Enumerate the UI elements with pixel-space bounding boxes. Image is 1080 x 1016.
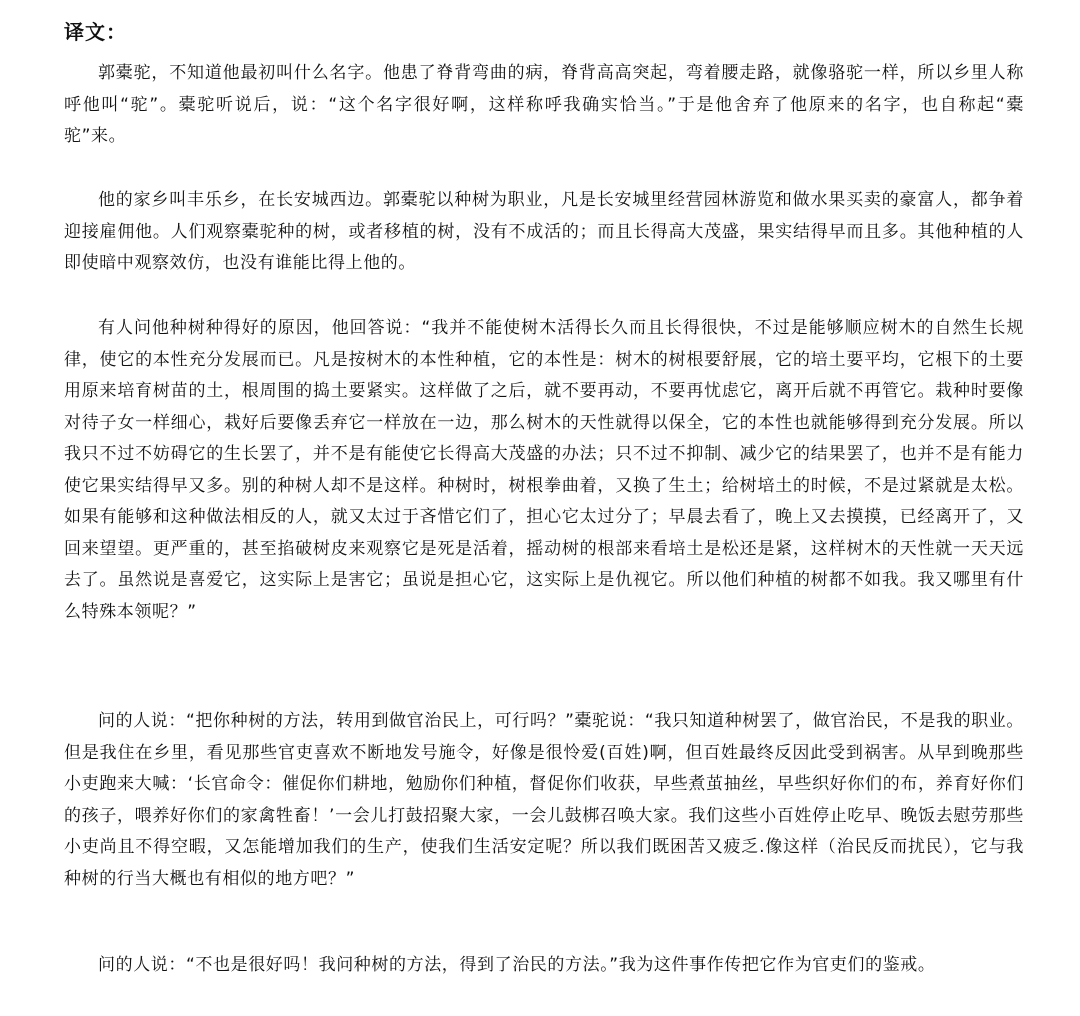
paragraph-3: 有人问他种树种得好的原因，他回答说：“我并不能使树木活得长久而且长得很快，不过是能够顺应树木的自然生长规律，使它的本性充分发展而已。凡是按树木的本性种植，它的本性是：树木的树根要舒展，它的培土要平均，它根下的土要用原来培育树苗的土，根周围的捣土要紧实。这样做了之后，就不要再动，不要再忧虑它，离开后就不再管它。栽种时要像对待子女一样细心，栽好后要像丢弃它一样放在一边，那么树木的天性就得以保全，它的本性也就能够得到充分发展。所以我只不过不妨碍它的生长罢了，并不是有能使它长得高大茂盛的办法；只不过不抑制、减少它的结果罢了，也并不是有能力使它果实结得早又多。别的种树人却不是这样。种树时，树根拳曲着，又换了生土；给树培土的时候，不是过紧就是太松。如果有能够和这种做法相反的人，就又太过于吝惜它们了，担心它太过分了；早晨去看了，晚上又去摸摸，已经离开了，又回来望望。更严重的，甚至掐破树皮来观察它是死是活着，摇动树的根部来看培土是松还是紧，这样树木的天性就一天天远去了。虽然说是喜爱它，这实际上是害它；虽说是担心它，这实际上是仇视它。所以他们种植的树都不如我。我又哪里有什么特殊本领呢？”	[64, 318, 1024, 622]
paragraph-4: 问的人说：“把你种树的方法，转用到做官治民上，可行吗？”橐驼说：“我只知道种树罢了，做官治民，不是我的职业。但是我住在乡里，看见那些官吏喜欢不断地发号施令，好像是很怜爱(百姓)啊，但百姓最终反因此受到祸害。从早到晚那些小吏跑来大喊：‘长官命令：催促你们耕地，勉励你们种植，督促你们收获，早些煮茧抽丝，早些织好你们的布，养育好你们的孩子，喂养好你们的家禽牲畜！’一会儿打鼓招聚大家，一会儿鼓梆召唤大家。我们这些小百姓停止吃早、晚饭去慰劳那些小吏尚且不得空暇，又怎能增加我们的生产，使我们生活安定呢？所以我们既困苦又疲乏.像这样（治民反而扰民），它与我种树的行当大概也有相似的地方吧？”	[64, 711, 1024, 889]
section-heading: 译文：	[64, 20, 127, 44]
paragraph-1: 郭橐驼，不知道他最初叫什么名字。他患了脊背弯曲的病，脊背高高突起，弯着腰走路，就像骆驼一样，所以乡里人称呼他叫“驼”。橐驼听说后，说：“这个名字很好啊，这样称呼我确实恰当。”于是他舍弃了他原来的名字，也自称起“橐驼”来。	[64, 63, 1024, 146]
paragraph-5: 问的人说：“不也是很好吗！我问种树的方法，得到了治民的方法。”我为这件事作传把它作为官吏们的鉴戒。	[98, 955, 936, 975]
paragraph-2: 他的家乡叫丰乐乡，在长安城西边。郭橐驼以种树为职业，凡是长安城里经营园林游览和做水果买卖的豪富人，都争着迎接雇佣他。人们观察橐驼种的树，或者移植的树，没有不成活的；而且长得高大茂盛，果实结得早而且多。其他种植的人即使暗中观察效仿，也没有谁能比得上他的。	[64, 190, 1024, 273]
